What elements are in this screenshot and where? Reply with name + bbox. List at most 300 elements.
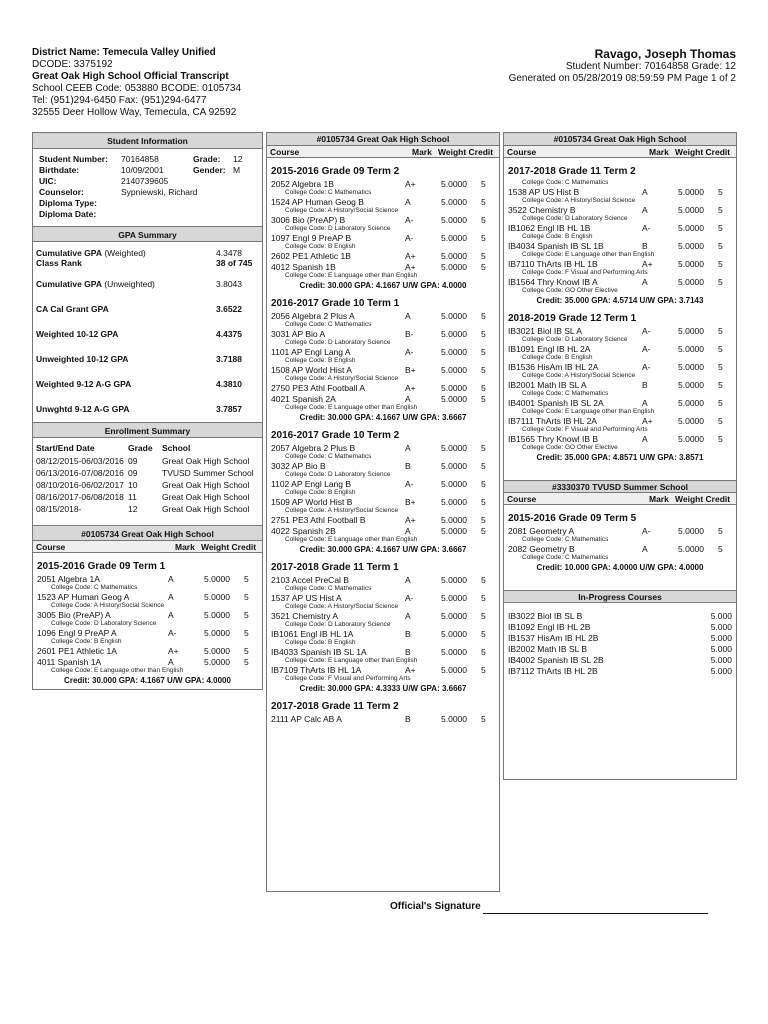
course-credit: 5 — [244, 574, 249, 584]
course-credit: 5 — [481, 179, 486, 189]
course-row — [504, 205, 736, 215]
course-name: 3031 AP Bio A — [271, 329, 326, 339]
course-name: 4022 Spanish 2B — [271, 526, 336, 536]
course-mark: A — [642, 187, 648, 197]
term-credit-summary: Credit: 30.000 GPA: 4.1667 U/W GPA: 4.0000 — [64, 676, 231, 685]
college-code: College Code: A History/Social Science — [522, 372, 636, 379]
college-code: College Code: D Laboratory Science — [285, 225, 391, 232]
course-mark: A- — [642, 526, 651, 536]
college-code: College Code: C Mathematics — [285, 321, 372, 328]
info-row-counselor — [33, 187, 262, 198]
college-code: College Code: A History/Social Science — [285, 603, 399, 610]
course-name: 1096 Engl 9 PreAP A — [37, 628, 117, 638]
course-row — [267, 665, 499, 675]
college-code: College Code: D Laboratory Science — [522, 215, 628, 222]
course-row — [267, 311, 499, 321]
course-row — [267, 461, 499, 471]
course-row — [267, 394, 499, 404]
college-code: College Code: C Mathematics — [285, 189, 372, 196]
course-credit: 5 — [481, 575, 486, 585]
course-weight: 5.0000 — [678, 187, 704, 197]
course-weight: 5.0000 — [441, 251, 467, 261]
course-row — [267, 365, 499, 375]
course-credit: 5 — [481, 262, 486, 272]
course-row — [267, 611, 499, 621]
course-mark: B — [405, 714, 411, 724]
term-title: 2017-2018 Grade 11 Term 1 — [271, 562, 399, 573]
section-a-body — [33, 561, 262, 685]
enrollment-header-date: Start/End Date — [36, 443, 95, 453]
course-credit: 5 — [481, 365, 486, 375]
course-weight: 5.0000 — [678, 544, 704, 554]
college-code: College Code: C Mathematics — [522, 554, 609, 561]
course-row — [33, 628, 262, 638]
in-progress-credit: 5.000 — [710, 633, 732, 643]
course-name: IB1536 HisAm IB HL 2A — [508, 362, 599, 372]
enrollment-date: 06/13/2016-07/08/2016 — [36, 468, 124, 478]
course-mark: A- — [405, 593, 414, 603]
course-weight: 5.0000 — [441, 593, 467, 603]
college-code: College Code: A History/Social Science — [522, 197, 636, 204]
course-row — [504, 398, 736, 408]
course-row — [33, 657, 262, 667]
course-credit: 5 — [718, 398, 723, 408]
dcode: DCODE: 3375192 — [32, 59, 113, 70]
signature-label: Official's Signature — [390, 901, 481, 912]
course-credit: 5 — [481, 197, 486, 207]
gpa-label: Unwghtd 9-12 A-G GPA — [36, 404, 130, 414]
enrollment-row — [33, 467, 262, 479]
course-name: 2051 Algebra 1A — [37, 574, 100, 584]
enrollment-header-grade: Grade — [128, 443, 153, 453]
college-code: College Code: C Mathematics — [522, 390, 609, 397]
college-code: College Code: B English — [285, 639, 356, 646]
college-code: College Code: B English — [51, 638, 122, 645]
course-mark: A- — [642, 326, 651, 336]
college-code: College Code: B English — [285, 357, 356, 364]
course-weight: 5.0000 — [441, 647, 467, 657]
term-title: 2015-2016 Grade 09 Term 1 — [37, 561, 166, 572]
weight-credit-header: Weight Credit — [675, 147, 731, 157]
gpa-row — [33, 248, 262, 258]
in-progress-row — [504, 611, 736, 622]
course-weight: 5.0000 — [441, 497, 467, 507]
course-mark: A — [405, 526, 411, 536]
course-credit: 5 — [481, 497, 486, 507]
section-a-title: #0105734 Great Oak High School — [33, 525, 262, 541]
course-row — [267, 233, 499, 243]
course-name: IB1062 Engl IB HL 1B — [508, 223, 591, 233]
course-name: IB7110 ThArts IB HL 1B — [508, 259, 598, 269]
school-phone: Tel: (951)294-6450 Fax: (951)294-6477 — [32, 95, 207, 106]
course-row — [267, 629, 499, 639]
course-weight: 5.0000 — [441, 262, 467, 272]
school-codes: School CEEB Code: 053880 BCODE: 0105734 — [32, 83, 242, 94]
in-progress-row — [504, 666, 736, 677]
term-title: 2017-2018 Grade 11 Term 2 — [271, 701, 399, 712]
section-b-header — [267, 146, 499, 158]
in-progress-row — [504, 622, 736, 633]
student-number-value: 70164858 — [121, 154, 159, 164]
student-info-title: Student Information — [33, 133, 262, 149]
term-title: 2016-2017 Grade 10 Term 2 — [271, 430, 400, 441]
weight-credit-header: Weight Credit — [438, 147, 494, 157]
course-name: 1508 AP World Hist A — [271, 365, 352, 375]
course-credit: 5 — [481, 394, 486, 404]
course-credit: 5 — [244, 628, 249, 638]
college-code: College Code: E Language other than English — [522, 251, 655, 258]
gpa-value: 3.7857 — [216, 404, 242, 414]
gpa-summary-list — [33, 242, 262, 422]
course-credit: 5 — [718, 241, 723, 251]
college-code: College Code: E Language other than English — [285, 404, 418, 411]
course-row — [504, 416, 736, 426]
course-name: 4011 Spanish 1A — [37, 657, 102, 667]
college-code: College Code: D Laboratory Science — [285, 339, 391, 346]
course-credit: 5 — [481, 347, 486, 357]
course-weight: 5.0000 — [441, 394, 467, 404]
course-name: 4012 Spanish 1B — [271, 262, 336, 272]
course-header: Course — [270, 147, 300, 157]
course-credit: 5 — [718, 277, 723, 287]
gpa-value: 38 of 745 — [216, 258, 253, 268]
in-progress-credit: 5.000 — [710, 611, 732, 621]
course-mark: A — [168, 574, 174, 584]
course-row — [504, 434, 736, 444]
course-name: 3005 Bio (PreAP) A — [37, 610, 111, 620]
course-weight: 5.0000 — [441, 526, 467, 536]
course-mark: A — [642, 277, 648, 287]
course-name: 2056 Algebra 2 Plus A — [271, 311, 355, 321]
gpa-row — [33, 258, 262, 268]
course-row — [267, 347, 499, 357]
college-code: College Code: D Laboratory Science — [51, 620, 157, 627]
course-weight: 5.0000 — [678, 223, 704, 233]
course-row — [504, 526, 736, 536]
course-name: 1509 AP World Hist B — [271, 497, 353, 507]
course-credit: 5 — [481, 526, 486, 536]
course-mark: A+ — [405, 262, 416, 272]
gpa-row — [33, 354, 262, 364]
course-name: IB1061 Engl IB HL 1A — [271, 629, 354, 639]
section-c-header — [504, 146, 736, 158]
course-weight: 5.0000 — [678, 241, 704, 251]
course-credit: 5 — [481, 233, 486, 243]
course-row — [33, 574, 262, 584]
course-weight: 5.0000 — [678, 362, 704, 372]
course-weight: 5.0000 — [441, 515, 467, 525]
course-weight: 5.0000 — [441, 215, 467, 225]
middle-column — [266, 132, 500, 892]
term-credit-summary: Credit: 30.000 GPA: 4.1667 U/W GPA: 4.0000 — [299, 281, 467, 290]
course-credit: 5 — [718, 223, 723, 233]
term-credit-summary: Credit: 30.000 GPA: 4.1667 U/W GPA: 3.6667 — [299, 413, 467, 422]
course-credit: 5 — [718, 205, 723, 215]
course-credit: 5 — [718, 380, 723, 390]
course-name: 1538 AP US Hist B — [508, 187, 580, 197]
course-row — [267, 262, 499, 272]
course-mark: B- — [405, 329, 414, 339]
course-row — [504, 277, 736, 287]
course-weight: 5.0000 — [441, 461, 467, 471]
college-code: College Code: E Language other than English — [51, 667, 184, 674]
college-code: College Code: E Language other than English — [285, 657, 418, 664]
college-code: College Code: D Laboratory Science — [522, 336, 628, 343]
course-credit: 5 — [481, 593, 486, 603]
info-row-diploma-type — [33, 198, 262, 209]
in-progress-row — [504, 655, 736, 666]
course-mark: A — [405, 197, 411, 207]
course-mark: A — [405, 394, 411, 404]
course-credit: 5 — [481, 383, 486, 393]
course-weight: 5.0000 — [204, 610, 230, 620]
grade-label: Grade: — [193, 154, 221, 164]
course-name: 1097 Engl 9 PreAP B — [271, 233, 352, 243]
course-weight: 5.0000 — [441, 383, 467, 393]
uic-value: 2140739605 — [121, 176, 169, 186]
course-credit: 5 — [718, 434, 723, 444]
term-title: 2016-2017 Grade 10 Term 1 — [271, 298, 400, 309]
enrollment-list — [33, 455, 262, 525]
course-row — [267, 197, 499, 207]
course-mark: A — [642, 398, 648, 408]
course-credit: 5 — [718, 416, 723, 426]
college-code: College Code: A History/Social Science — [285, 507, 399, 514]
course-mark: B+ — [405, 497, 416, 507]
course-row — [267, 479, 499, 489]
mark-header: Mark — [649, 494, 669, 504]
diploma-type-label: Diploma Type: — [39, 198, 97, 208]
in-progress-course: IB3022 Biol IB SL B — [508, 611, 583, 621]
course-weight: 5.0000 — [441, 179, 467, 189]
course-weight: 5.0000 — [441, 329, 467, 339]
in-progress-course: IB2002 Math IB SL B — [508, 644, 588, 654]
student-header — [509, 47, 736, 85]
college-code: College Code: F Visual and Performing Arts — [285, 675, 411, 682]
course-name: IB4033 Spanish IB SL 1A — [271, 647, 367, 657]
gpa-row — [33, 304, 262, 314]
course-credit: 5 — [481, 647, 486, 657]
course-weight: 5.0000 — [441, 347, 467, 357]
birthdate-label: Birthdate: — [39, 165, 80, 175]
course-name: IB1565 Thry Knowl IB B — [508, 434, 599, 444]
gpa-value: 4.3478 — [216, 248, 242, 258]
gpa-label: Unweighted 10-12 GPA — [36, 354, 129, 364]
course-credit: 5 — [481, 714, 486, 724]
birthdate-value: 10/09/2001 — [121, 165, 164, 175]
school-header — [32, 47, 241, 119]
signature-line[interactable] — [483, 913, 708, 914]
student-number-label: Student Number: — [39, 154, 108, 164]
student-info-panel — [33, 149, 262, 226]
course-name: IB7109 ThArts IB HL 1A — [271, 665, 362, 675]
enrollment-grade: 09 — [128, 456, 138, 466]
course-name: 2081 Geometry A — [508, 526, 575, 536]
college-code: College Code: D Laboratory Science — [285, 621, 391, 628]
college-code: College Code: C Mathematics — [285, 585, 372, 592]
course-row — [504, 362, 736, 372]
course-mark: A — [405, 611, 411, 621]
generated-line: Generated on 05/28/2019 08:59:59 PM Page 1 of 2 — [508, 73, 736, 84]
course-name: 1101 AP Engl Lang A — [271, 347, 351, 357]
course-name: 3522 Chemistry B — [508, 205, 576, 215]
course-name: 3006 Bio (PreAP) B — [271, 215, 346, 225]
course-mark: A- — [642, 344, 651, 354]
college-code: College Code: C Mathematics — [522, 536, 609, 543]
enrollment-school: Great Oak High School — [162, 492, 250, 502]
course-mark: A — [168, 592, 174, 602]
course-mark: A+ — [405, 251, 416, 261]
grade-value: 12 — [233, 154, 243, 164]
course-name: 3521 Chemistry A — [271, 611, 339, 621]
info-row-diploma-date — [33, 209, 262, 220]
college-code: College Code: A History/Social Science — [285, 207, 399, 214]
in-progress-credit: 5.000 — [710, 644, 732, 654]
in-progress-credit: 5.000 — [710, 655, 732, 665]
course-row — [267, 251, 499, 261]
course-credit: 5 — [481, 515, 486, 525]
school-address: 32555 Deer Hollow Way, Temecula, CA 92592 — [32, 107, 237, 118]
course-name: 4021 Spanish 2A — [271, 394, 336, 404]
course-credit: 5 — [718, 259, 723, 269]
enrollment-date: 08/16/2017-06/08/2018 — [36, 492, 124, 502]
course-weight: 5.0000 — [441, 311, 467, 321]
gpa-label: CA Cal Grant GPA — [36, 304, 109, 314]
course-weight: 5.0000 — [441, 665, 467, 675]
enrollment-school: Great Oak High School — [162, 456, 250, 466]
course-row — [267, 714, 499, 724]
course-credit: 5 — [481, 215, 486, 225]
course-name: IB1091 Engl IB HL 2A — [508, 344, 591, 354]
course-credit: 5 — [481, 629, 486, 639]
course-credit: 5 — [481, 311, 486, 321]
gpa-label: Weighted 10-12 GPA — [36, 329, 119, 339]
course-mark: A- — [168, 628, 177, 638]
college-code: College Code: E Language other than English — [285, 272, 418, 279]
term-credit-summary: Credit: 10.000 GPA: 4.0000 U/W GPA: 4.0000 — [536, 563, 704, 572]
college-code: College Code: A History/Social Science — [285, 375, 399, 382]
enrollment-date: 08/15/2018- — [36, 504, 82, 514]
college-code: College Code: B English — [522, 354, 593, 361]
course-row — [267, 575, 499, 585]
enrollment-grade: 12 — [128, 504, 138, 514]
term-title: 2015-2016 Grade 09 Term 5 — [508, 513, 637, 524]
course-credit: 5 — [718, 362, 723, 372]
course-name: 2082 Geometry B — [508, 544, 575, 554]
term-title: 2015-2016 Grade 09 Term 2 — [271, 166, 400, 177]
term-credit-summary: Credit: 30.000 GPA: 4.3333 U/W GPA: 3.6667 — [299, 684, 467, 693]
college-code: College Code: GO Other Elective — [522, 444, 618, 451]
course-mark: A — [168, 610, 174, 620]
gpa-row — [33, 279, 262, 289]
section-b-title: #0105734 Great Oak High School — [267, 133, 499, 146]
term-credit-summary: Credit: 35.000 GPA: 4.8571 U/W GPA: 3.8571 — [536, 453, 704, 462]
course-weight: 5.0000 — [678, 398, 704, 408]
course-row — [267, 383, 499, 393]
course-weight: 5.0000 — [441, 197, 467, 207]
course-mark: A- — [642, 362, 651, 372]
in-progress-title: In-Progress Courses — [504, 590, 736, 603]
college-code: College Code: F Visual and Performing Arts — [522, 269, 648, 276]
enrollment-header — [33, 438, 262, 455]
course-credit: 5 — [481, 461, 486, 471]
course-name: 2103 Accel PreCal B — [271, 575, 349, 585]
course-row — [504, 241, 736, 251]
course-name: 2602 PE1 Athletic 1B — [271, 251, 351, 261]
course-weight: 5.0000 — [441, 575, 467, 585]
gpa-row — [33, 379, 262, 389]
gpa-row — [33, 404, 262, 414]
left-column — [32, 132, 263, 690]
in-progress-course: IB4002 Spanish IB SL 2B — [508, 655, 604, 665]
section-c-title: #0105734 Great Oak High School — [504, 133, 736, 146]
enrollment-title: Enrollment Summary — [33, 422, 262, 438]
course-credit: 5 — [481, 479, 486, 489]
district-name: District Name: Temecula Valley Unified — [32, 47, 216, 58]
college-code: College Code: B English — [522, 233, 593, 240]
course-name: 2052 Algebra 1B — [271, 179, 334, 189]
course-row — [504, 544, 736, 554]
course-mark: A- — [642, 223, 651, 233]
enrollment-grade: 10 — [128, 480, 138, 490]
term-title: 2018-2019 Grade 12 Term 1 — [508, 313, 637, 324]
mark-header: Mark — [649, 147, 669, 157]
course-credit: 5 — [244, 657, 249, 667]
section-a-header — [33, 541, 262, 553]
gpa-label-main: Cumulative GPA — [36, 279, 102, 289]
course-mark: A+ — [405, 515, 416, 525]
course-mark: A — [642, 205, 648, 215]
course-row — [267, 647, 499, 657]
course-row — [267, 497, 499, 507]
course-weight: 5.0000 — [678, 259, 704, 269]
course-credit: 5 — [244, 592, 249, 602]
course-header: Course — [507, 494, 537, 504]
enrollment-school: Great Oak High School — [162, 504, 250, 514]
college-code: College Code: C Mathematics — [522, 179, 609, 186]
course-row — [267, 443, 499, 453]
enrollment-school: Great Oak High School — [162, 480, 250, 490]
course-row — [33, 610, 262, 620]
course-row — [267, 215, 499, 225]
course-weight: 5.0000 — [678, 526, 704, 536]
gpa-label: Class Rank — [36, 258, 82, 268]
college-code: College Code: F Visual and Performing Arts — [522, 426, 648, 433]
course-credit: 5 — [244, 610, 249, 620]
college-code: College Code: C Mathematics — [51, 584, 138, 591]
course-mark: B+ — [405, 365, 416, 375]
student-number-line: Student Number: 70164858 Grade: 12 — [565, 61, 736, 72]
course-name: 1524 AP Human Geog B — [271, 197, 364, 207]
course-weight: 5.0000 — [441, 443, 467, 453]
course-mark: A — [405, 575, 411, 585]
course-name: 1537 AP US Hist A — [271, 593, 342, 603]
course-weight: 5.0000 — [678, 434, 704, 444]
college-code: College Code: C Mathematics — [285, 453, 372, 460]
course-header: Course — [507, 147, 537, 157]
course-mark: A — [168, 657, 174, 667]
weight-credit-header: Weight Credit — [201, 542, 257, 552]
college-code: College Code: B English — [285, 489, 356, 496]
uic-label: UIC: — [39, 176, 57, 186]
course-row — [504, 223, 736, 233]
course-name: 2601 PE1 Athletic 1A — [37, 646, 117, 656]
course-mark: B — [642, 241, 648, 251]
gpa-value: 3.6522 — [216, 304, 242, 314]
counselor-label: Counselor: — [39, 187, 84, 197]
info-row-birth — [33, 165, 262, 176]
course-mark: B — [405, 647, 411, 657]
